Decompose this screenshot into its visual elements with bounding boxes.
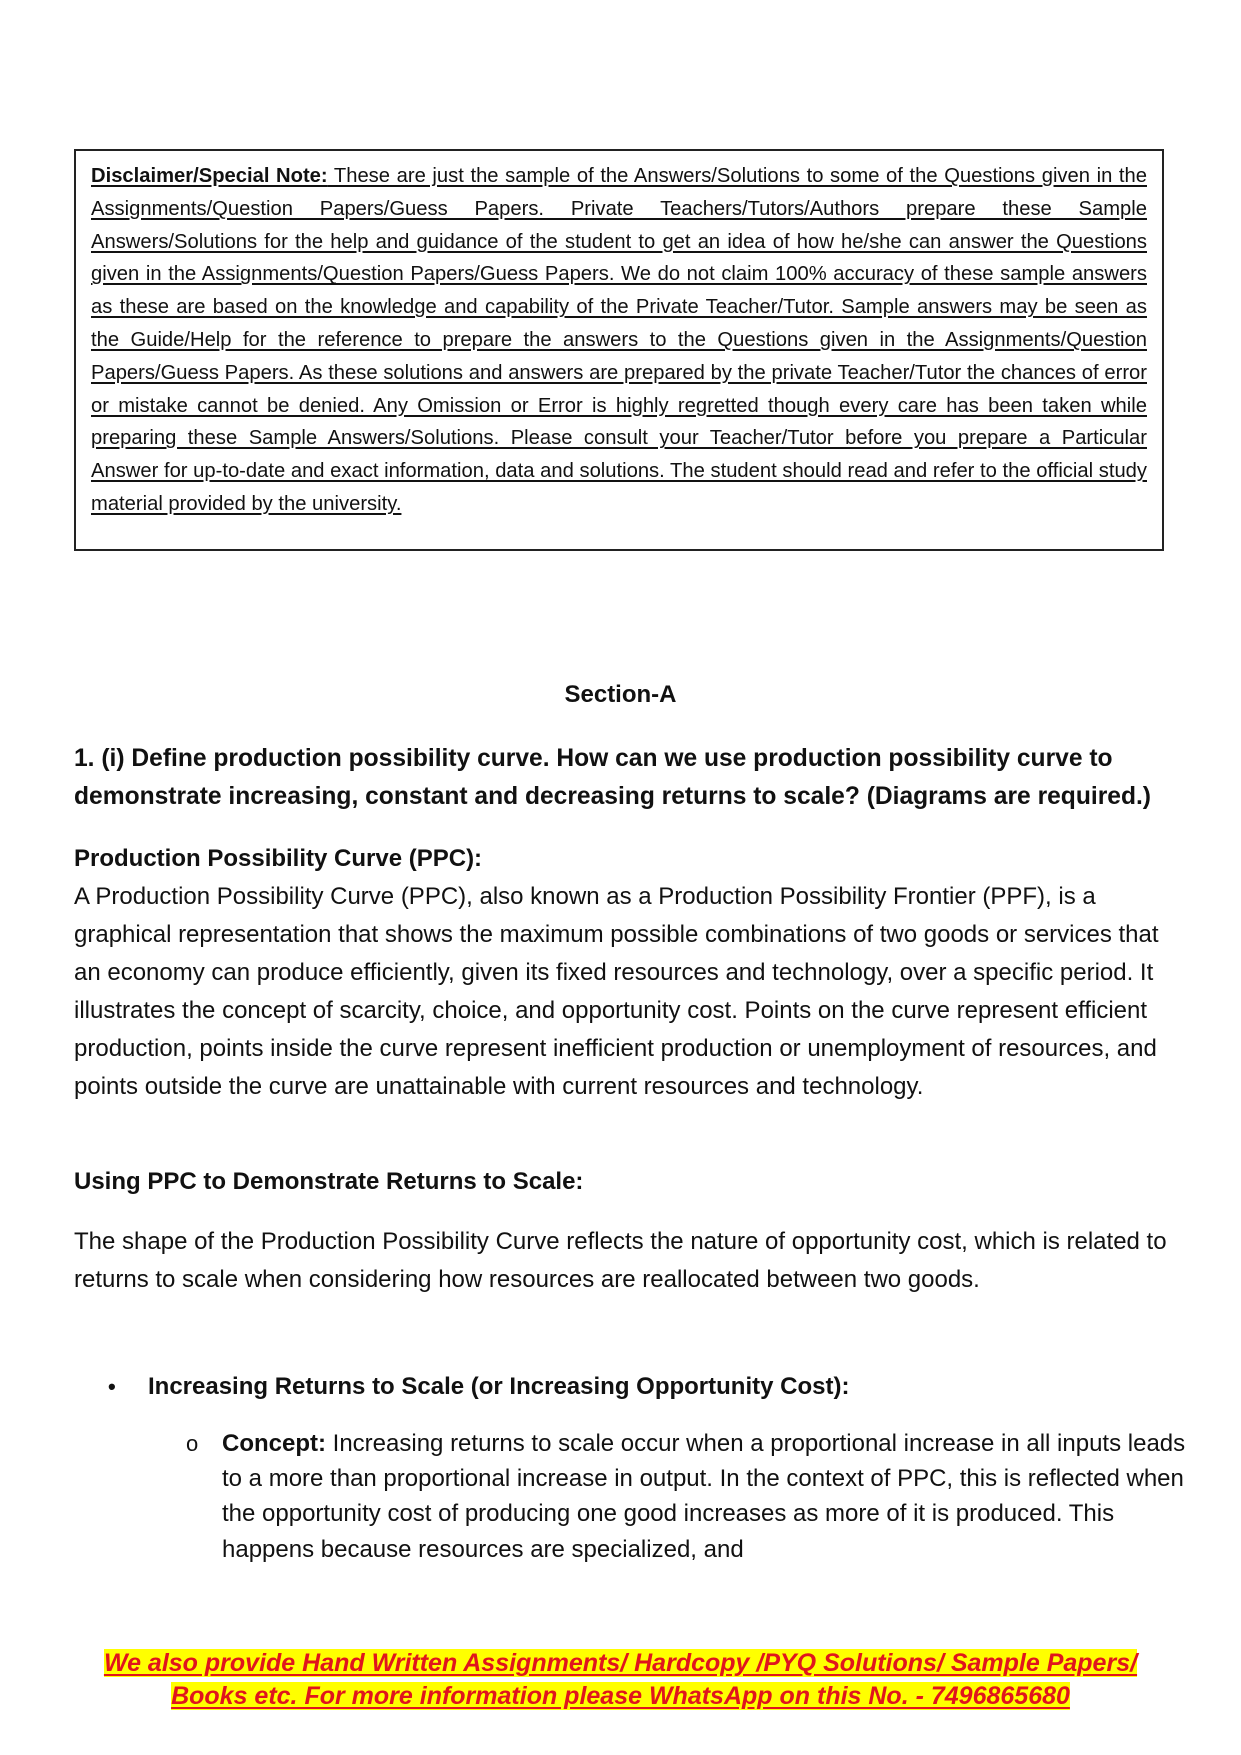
concept-text: [222, 1426, 1186, 1567]
disclaimer-body: These are just the sample of the Answers/Solutions to some of the Questions given in the Assignments/Question Papers/Guess Papers. Private Teachers/Tutors/Authors prepare these Sample Answers/Solutions for the help and guidance of the student to get an idea of how he/she can answer the Questions given in the Assignments/Question Papers/Guess Papers. We do not claim 100% accuracy of these sample answers as these are based on the knowledge and capability of the Private Teacher/Tutor. Sample answers may be seen as the Guide/Help for the reference to prepare the answers to the Questions given in the Assignments/Question Papers/Guess Papers. As these solutions and answers are prepared by the private Teacher/Tutor the chances of error or mistake cannot be denied. Any Omission or Error is highly regretted though every care has been taken while preparing these Sample Answers/Solutions. Please consult your Teacher/Tutor before you prepare a Particular Answer for up-to-date and exact information, data and solutions. The student should read and refer to the official study material provided by the university.: [91, 165, 1147, 515]
returns-paragraph: The shape of the Production Possibility Curve reflects the nature of opportunity cost, which is related to returns to scale when considering how resources are reallocated between two goods.: [74, 1228, 1167, 1293]
bullet-item: [108, 1368, 849, 1406]
bullet-title: Increasing Returns to Scale (or Increasing Opportunity Cost):: [148, 1373, 850, 1400]
concept-label: Concept:: [222, 1430, 326, 1457]
concept-body: Increasing returns to scale occur when a proportional increase in all inputs leads to a more than proportional increase in output. In the context of PPC, this is reflected when the opportunity cost of producing one good increases as more of it is produced. This happens because resources are specialized, and: [222, 1430, 1186, 1563]
promo-line-2: Books etc. For more information please WhatsApp on this No. - 7496865680: [171, 1682, 1070, 1710]
bullet-marker: •: [108, 1374, 116, 1399]
sub-bullet-marker: o: [186, 1431, 199, 1456]
ppc-heading: Production Possibility Curve (PPC):: [74, 845, 483, 872]
disclaimer-box: [74, 149, 1164, 551]
returns-heading: Using PPC to Demonstrate Returns to Scale:: [74, 1168, 584, 1195]
question-text: 1. (i) Define production possibility curve. How can we use production possibility curve to demonstrate increasing, constant and decreasing returns to scale? (Diagrams are required.): [74, 745, 1151, 810]
promo-banner: [0, 1647, 1241, 1713]
disclaimer-label: Disclaimer/Special Note:: [91, 165, 328, 187]
section-title: Section-A: [564, 681, 677, 708]
ppc-paragraph: A Production Possibility Curve (PPC), also known as a Production Possibility Frontier (PPF), is a graphical representation that shows the maximum possible combinations of two goods or services that an economy can produce efficiently, given its fixed resources and technology, over a specific period. It illustrates the concept of scarcity, choice, and opportunity cost. Points on the curve represent efficient production, points inside the curve represent inefficient production or unemployment of resources, and points outside the curve are unattainable with current resources and technology.: [74, 883, 1159, 1100]
concept-item: [186, 1426, 1186, 1567]
disclaimer-text: [91, 160, 1147, 521]
promo-line-1: We also provide Hand Written Assignments/ Hardcopy /PYQ Solutions/ Sample Papers/: [103, 1649, 1138, 1677]
